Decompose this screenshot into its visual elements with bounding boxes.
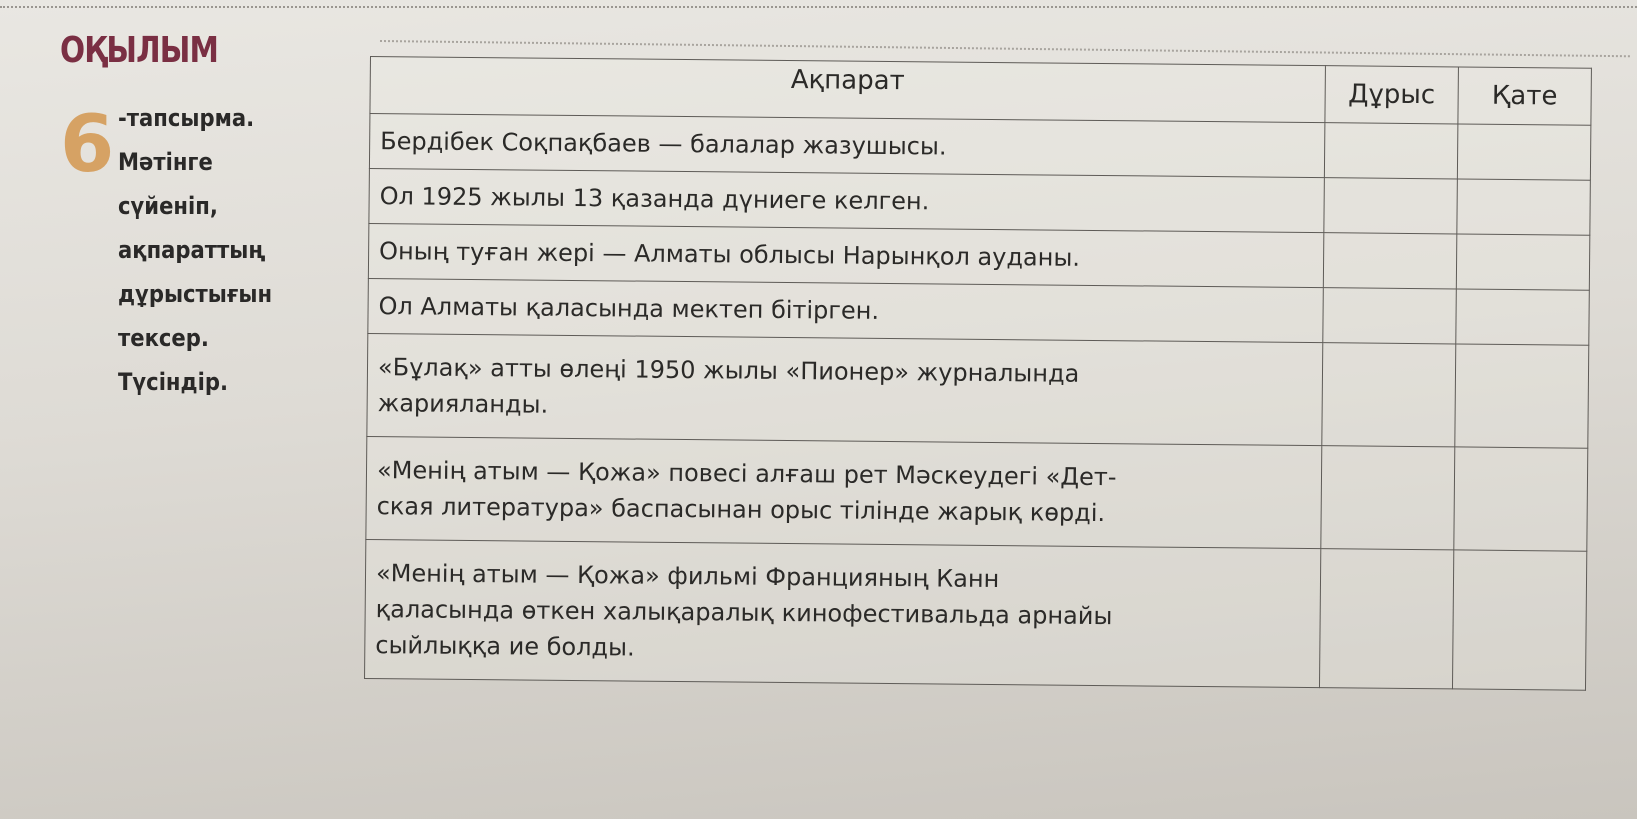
task-line: -тапсырма. (118, 104, 255, 132)
table-row (365, 539, 1587, 690)
table-header-row (370, 57, 1591, 69)
header-true (1325, 66, 1459, 124)
statement-line: жарияланды. (377, 389, 549, 419)
statement-cell (369, 114, 1324, 178)
statement-line: «Менің атым — Қожа» фильмі Францияның Канн (375, 559, 1000, 594)
statement-line: Оның туған жері — Алматы облысы Нарынқол ауданы. (378, 237, 1081, 272)
false-answer-cell[interactable] (1454, 447, 1588, 551)
true-answer-cell[interactable] (1323, 233, 1457, 289)
true-answer-cell[interactable] (1323, 288, 1457, 344)
true-false-table (364, 56, 1592, 691)
task-instructions (118, 96, 329, 404)
header-info (370, 57, 1326, 123)
statement-cell (365, 539, 1321, 687)
top-dotted-divider (0, 6, 1637, 8)
header-false (1458, 67, 1592, 125)
true-answer-cell[interactable] (1324, 178, 1458, 234)
statement-line: «Менің атым — Қожа» повесі алғаш рет Мәскеудегі «Дет- (376, 456, 1117, 492)
section-title: ОҚЫЛЫМ (60, 30, 219, 71)
statement-line: ская литература» баспасынан орыс тілінде жарық көрді. (376, 492, 1106, 528)
true-answer-cell[interactable] (1321, 446, 1455, 550)
statement-cell (368, 278, 1323, 342)
statement-cell (367, 333, 1323, 445)
header-dotted-divider (380, 40, 1630, 57)
statement-cell (369, 168, 1324, 232)
header-info-label: Ақпарат (790, 65, 905, 97)
task-line: Мәтінге (118, 148, 213, 176)
task-line: сүйеніп, (118, 192, 218, 220)
statement-line: сыйлыққа ие болды. (375, 631, 635, 662)
header-false-label: Қате (1491, 80, 1558, 112)
statement-cell (366, 436, 1322, 548)
table-row (367, 333, 1589, 448)
statement-line: Бердібек Соқпақбаев — балалар жазушысы. (380, 127, 947, 161)
statement-line: қаласында өткен халықаралық кинофестивальда арнайы (375, 595, 1113, 631)
statement-line: Ол Алматы қаласында мектеп бітірген. (378, 292, 880, 325)
task-line: Түсіндір. (118, 368, 228, 396)
statement-cell (368, 223, 1323, 287)
task-line: тексер. (118, 324, 209, 352)
header-true-label: Дұрыс (1348, 79, 1436, 111)
true-answer-cell[interactable] (1319, 549, 1453, 689)
false-answer-cell[interactable] (1455, 344, 1589, 448)
task-line: ақпараттың (118, 236, 266, 264)
false-answer-cell[interactable] (1457, 124, 1591, 180)
false-answer-cell[interactable] (1452, 550, 1586, 690)
false-answer-cell[interactable] (1456, 234, 1590, 290)
table-row (366, 436, 1588, 551)
false-answer-cell[interactable] (1456, 289, 1590, 345)
task-number: 6 (60, 100, 115, 190)
statement-line: «Бұлақ» атты өлеңі 1950 жылы «Пионер» журналында (377, 353, 1080, 388)
true-answer-cell[interactable] (1324, 123, 1458, 179)
statement-line: Ол 1925 жылы 13 қазанда дүниеге келген. (379, 182, 930, 216)
task-line: дұрыстығын (118, 280, 273, 308)
true-answer-cell[interactable] (1322, 343, 1456, 447)
false-answer-cell[interactable] (1457, 179, 1591, 235)
